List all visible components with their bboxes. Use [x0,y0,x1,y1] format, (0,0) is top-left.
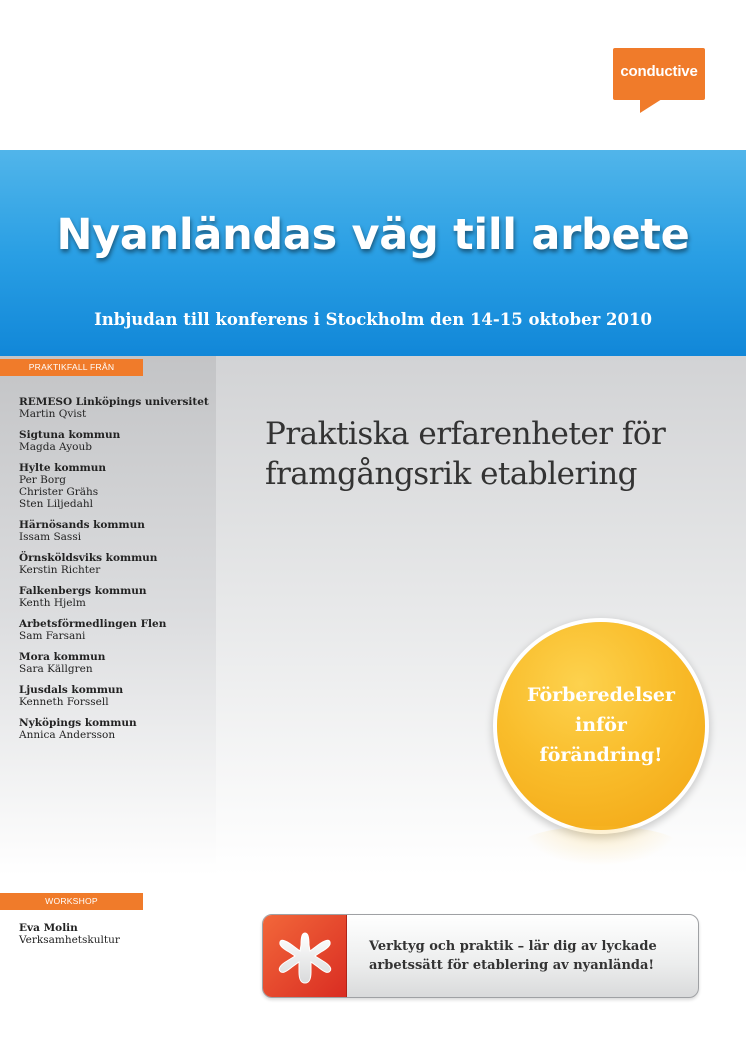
callout-line: arbetssätt för etablering av nyanlända! [369,958,655,973]
speaker-org: Mora kommun [19,650,106,663]
speaker-name: Issam Sassi [19,531,82,544]
logo-speech-tail [640,99,662,113]
promo-badge [497,622,705,830]
speaker-org: Härnösands kommun [19,519,145,532]
speaker-name: Sara Källgren [19,662,93,675]
speaker-name: Christer Grähs [19,486,99,499]
page-subtitle: Inbjudan till konferens i Stockholm den 14-15 oktober 2010 [94,310,652,329]
star-icon [263,915,347,998]
speaker-entry [19,684,214,708]
speaker-org: Ljusdals kommun [19,683,124,696]
speaker-org: Falkenbergs kommun [19,584,147,597]
speaker-entry [19,462,214,511]
speaker-org: Sigtuna kommun [19,428,121,441]
speaker-entry [19,429,214,453]
speaker-name: Kenneth Forssell [19,695,109,708]
headline-line: framgångsrik etablering [265,456,638,492]
speaker-name: Sten Liljedahl [19,498,93,511]
speaker-org: Arbetsförmedlingen Flen [19,617,167,630]
badge-reflection [520,826,680,866]
speaker-entry [19,717,214,741]
speaker-entry [19,519,214,543]
speaker-entry [19,618,214,642]
callout-line: Verktyg och praktik – lär dig av lyckade [369,939,657,954]
speaker-name: Kerstin Richter [19,564,101,577]
callout-icon-box [263,915,347,998]
callout-box [262,914,699,998]
badge-line: inför [575,714,627,736]
workshop-leader: Eva Molin [19,922,78,934]
page-title: Nyanländas väg till arbete [56,210,690,260]
speaker-entry [19,396,214,420]
badge-line: Förberedelser [527,684,675,706]
workshop-topic: Verksamhetskultur [19,934,120,947]
headline-line: Praktiska erfarenheter för [265,416,666,452]
speaker-list [19,396,214,749]
speaker-name: Kenth Hjelm [19,597,86,610]
speaker-name: Martin Qvist [19,408,87,421]
badge-line: förändring! [539,744,663,766]
conductive-logo [613,48,705,100]
speaker-org: REMESO Linköpings universitet [19,396,209,408]
speaker-entry [19,651,214,675]
badge-text [497,680,705,770]
speaker-org: Nyköpings kommun [19,716,137,729]
main-headline [265,414,725,494]
speaker-entry [19,585,214,609]
callout-text [369,937,689,975]
title-banner [0,150,746,356]
workshop-heading: WORKSHOP [0,893,143,910]
workshop-entry [19,922,214,946]
speaker-org: Örnsköldsviks kommun [19,552,158,565]
speaker-org: Hylte kommun [19,461,106,474]
speaker-name: Magda Ayoub [19,441,92,454]
speaker-name: Per Borg [19,474,66,487]
speaker-entry [19,552,214,576]
praktikfall-heading: PRAKTIKFALL FRÅN [0,359,143,376]
speaker-name: Sam Farsani [19,630,86,643]
logo-text: conductive [620,63,698,80]
speaker-name: Annica Andersson [19,728,116,741]
